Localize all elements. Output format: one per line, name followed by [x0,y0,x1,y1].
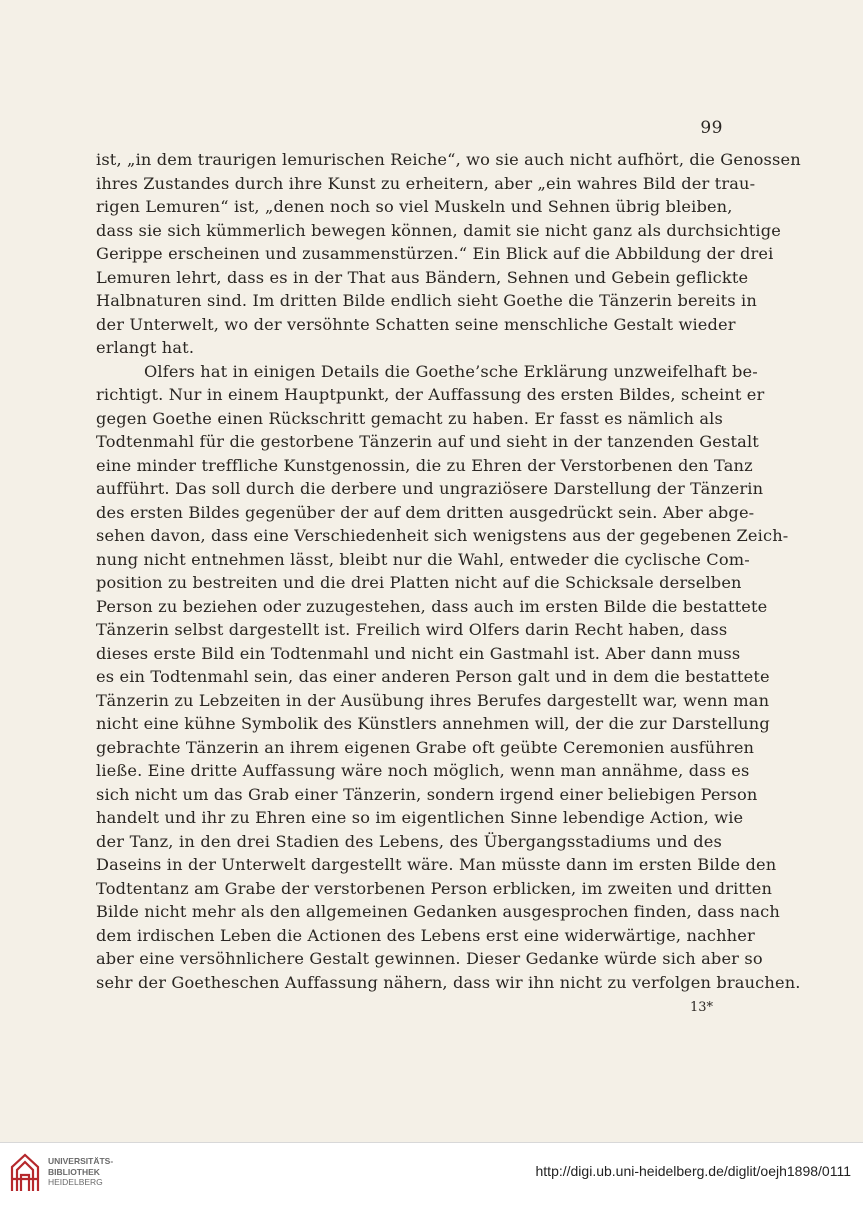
text-line: dem irdischen Leben die Actionen des Lebens erst eine widerwärtige, nachher [96,925,755,945]
text-line: Bilde nicht mehr als den allgemeinen Gedanken ausgesprochen finden, dass nach [96,902,780,921]
library-line-1: UNIVERSITÄTS- [48,1156,114,1166]
text-line: sehr der Goetheschen Auffassung nähern, dass wir ihn nicht zu verfolgen brauchen. [96,972,801,992]
library-name [48,1156,113,1188]
text-line: richtigt. Nur in einem Hauptpunkt, der Auffassung des ersten Bildes, scheint er [96,385,765,404]
text-line: des ersten Bildes gegenüber der auf dem dritten ausgedrückt sein. Aber abge- [96,502,755,522]
text-line: der Unterwelt, wo der versöhnte Schatten seine menschliche Gestalt wieder [96,314,736,334]
text-line: position zu bestreiten und die drei Platten nicht auf die Schicksale derselben [96,573,742,592]
text-line: der Tanz, in den drei Stadien des Lebens, des Übergangsstadiums und des [96,831,722,851]
text-line: rigen Lemuren“ ist, „denen noch so viel Muskeln und Sehnen übrig bleiben, [96,197,733,216]
text-line: eine minder treffliche Kunstgenossin, die zu Ehren der Verstorbenen den Tanz [96,455,753,475]
text-line: gebrachte Tänzerin an ihrem eigenen Grabe oft geübte Ceremonien ausführen [96,737,755,757]
text-line: aufführt. Das soll durch die derbere und ungraziösere Darstellung der Tänzerin [96,479,764,498]
text-line: gegen Goethe einen Rückschritt gemacht zu haben. Er fasst es nämlich als [96,408,723,428]
page-number: 99 [700,118,723,138]
text-line: aber eine versöhnlichere Gestalt gewinnen. Dieser Gedanke würde sich aber so [96,949,763,968]
library-line-2: BIBLIOTHEK [48,1166,100,1177]
text-line: Tänzerin selbst dargestellt ist. Freilich wird Olfers darin Recht haben, dass [96,620,728,639]
text-line: dieses erste Bild ein Todtenmahl und nicht ein Gastmahl ist. Aber dann muss [96,643,741,663]
text-line: Tänzerin zu Lebzeiten in der Ausübung ihres Berufes dargestellt war, wenn man [96,690,770,710]
permalink-url[interactable]: http://digi.ub.uni-heidelberg.de/diglit/oejh1898/0111 [535,1163,851,1179]
text-line: sich nicht um das Grab einer Tänzerin, sondern irgend einer beliebigen Person [96,784,758,804]
text-line: ist, „in dem traurigen lemurischen Reiche“, wo sie auch nicht aufhört, die Genossen [96,150,801,169]
text-line: sehen davon, dass eine Verschiedenheit sich wenigstens aus der gegebenen Zeich- [96,526,789,545]
paragraph-1 [96,148,801,360]
text-line: dass sie sich kümmerlich bewegen können, damit sie nicht ganz als durchsichtige [96,220,781,240]
text-line: Olfers hat in einigen Details die Goethe’sche Erklärung unzweifelhaft be- [144,361,758,381]
text-line: ließe. Eine dritte Auffassung wäre noch möglich, wenn man annähme, dass es [96,761,750,780]
text-line: nung nicht entnehmen lässt, bleibt nur die Wahl, entweder die cyclische Com- [96,549,750,569]
text-line: ihres Zustandes durch ihre Kunst zu erheitern, aber „ein wahres Bild der trau- [96,173,756,193]
paragraph-2 [96,360,801,995]
library-logo-icon [8,1151,42,1195]
library-line-3: HEIDELBERG [48,1177,103,1187]
text-line: Daseins in der Unterwelt dargestellt wäre. Man müsste dann im ersten Bilde den [96,855,777,874]
text-line: Gerippe erscheinen und zusammenstürzen.“ Ein Blick auf die Abbildung der drei [96,244,774,263]
text-line: Todtentanz am Grabe der verstorbenen Person erblicken, im zweiten und dritten [96,878,773,898]
text-line: Halbnaturen sind. Im dritten Bilde endlich sieht Goethe die Tänzerin bereits in [96,291,757,310]
text-line: handelt und ihr zu Ehren eine so im eigentlichen Sinne lebendige Action, wie [96,808,744,827]
text-line: Person zu beziehen oder zuzugestehen, dass auch im ersten Bilde die bestattete [96,596,768,616]
text-line: Todtenmahl für die gestorbene Tänzerin auf und sieht in der tanzenden Gestalt [96,432,759,451]
body-text [96,148,801,994]
text-line: es ein Todtenmahl sein, das einer anderen Person galt und in dem die bestattete [96,667,770,686]
text-line: Lemuren lehrt, dass es in der That aus Bändern, Sehnen und Gebein geflickte [96,267,749,287]
signature-mark: 13* [689,1000,713,1015]
footer-bar [0,1142,863,1206]
text-line: erlangt hat. [96,338,195,357]
text-line: nicht eine kühne Symbolik des Künstlers annehmen will, der die zur Darstellung [96,714,770,733]
